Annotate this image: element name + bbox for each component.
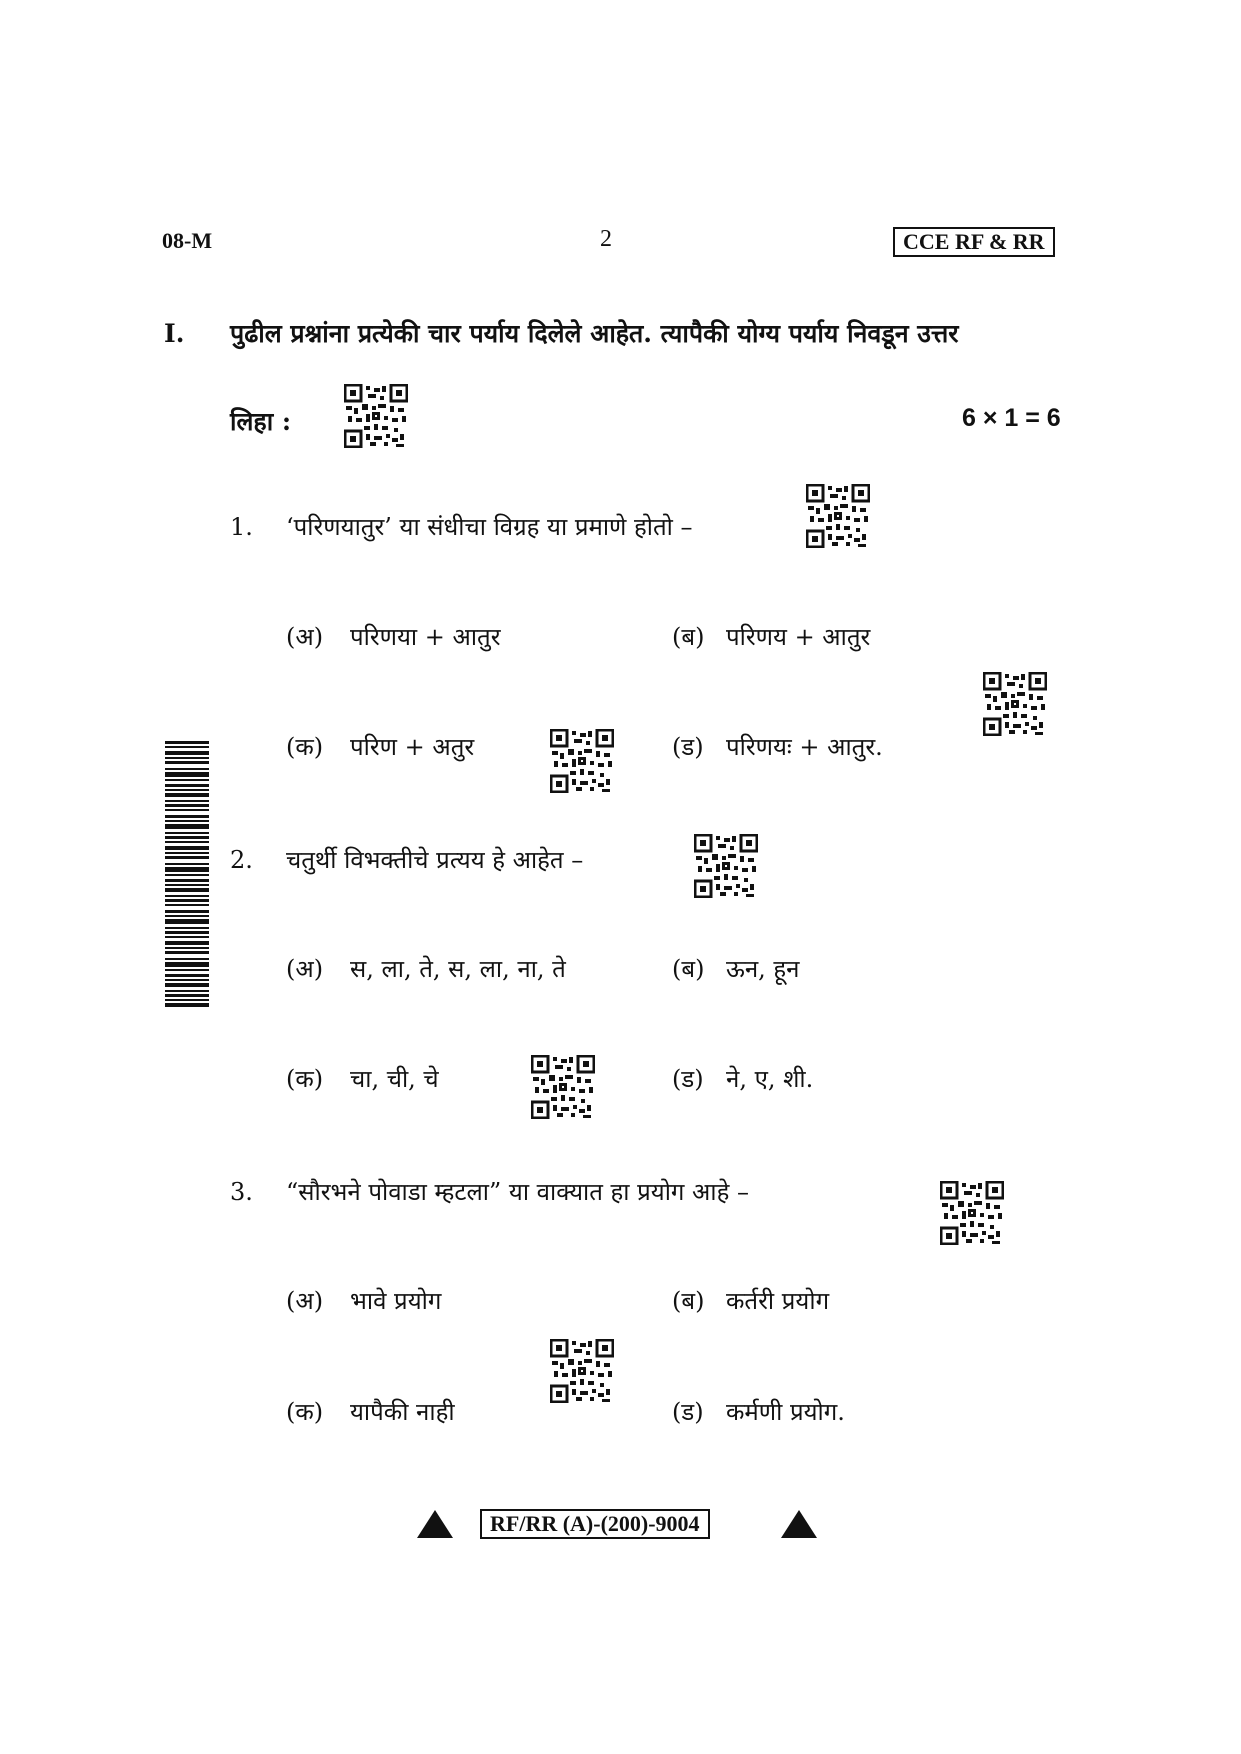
- option-text: परिण + अतुर: [350, 733, 475, 761]
- barcode-icon: [165, 741, 209, 1007]
- option-label: (ब): [672, 955, 705, 983]
- option-text: कर्मणी प्रयोग.: [726, 1398, 845, 1426]
- section-marks: 6 × 1 = 6: [962, 404, 1061, 432]
- option-text: भावे प्रयोग: [350, 1287, 442, 1315]
- option-text: परिणयः + आतुर.: [726, 733, 883, 761]
- qr-code-icon: [694, 834, 758, 898]
- question-number: 2.: [230, 846, 253, 874]
- option-text: कर्तरी प्रयोग: [726, 1287, 830, 1315]
- option-text: चा, ची, चे: [350, 1065, 439, 1093]
- option-label: (क): [286, 733, 324, 761]
- page-number: 2: [600, 226, 612, 252]
- option-label: (अ): [286, 1287, 324, 1315]
- option-text: ऊन, हून: [726, 955, 800, 983]
- qr-code-icon: [531, 1055, 595, 1119]
- section-number: I.: [164, 319, 185, 348]
- exam-code-box: CCE RF & RR: [893, 227, 1055, 257]
- option-text: परिणया + आतुर: [350, 623, 501, 651]
- option-text: परिणय + आतुर: [726, 623, 871, 651]
- option-label: (ड): [672, 1398, 704, 1426]
- option-text: यापैकी नाही: [350, 1398, 455, 1426]
- option-label: (अ): [286, 955, 324, 983]
- triangle-icon: [417, 1510, 453, 1538]
- option-text: स, ला, ते, स, ला, ना, ते: [350, 955, 566, 983]
- qr-code-icon: [550, 729, 614, 793]
- option-label: (ड): [672, 733, 704, 761]
- question-number: 3.: [230, 1178, 253, 1206]
- qr-code-icon: [806, 484, 870, 548]
- option-label: (क): [286, 1065, 324, 1093]
- option-label: (ब): [672, 623, 705, 651]
- question-number: 1.: [230, 513, 253, 541]
- section-instruction: पुढील प्रश्नांना प्रत्येकी चार पर्याय दिलेले आहेत. त्यापैकी योग्य पर्याय निवडून उत्तर: [230, 319, 959, 348]
- question-text: चतुर्थी विभक्तीचे प्रत्यय हे आहेत –: [286, 846, 584, 874]
- section-instruction-cont: लिहा :: [230, 407, 292, 436]
- qr-code-icon: [550, 1339, 614, 1403]
- qr-code-icon: [983, 672, 1047, 736]
- qr-code-icon: [940, 1181, 1004, 1245]
- option-text: ने, ए, शी.: [726, 1065, 814, 1093]
- option-label: (ड): [672, 1065, 704, 1093]
- option-label: (क): [286, 1398, 324, 1426]
- qr-code-icon: [344, 384, 408, 448]
- footer-code-box: RF/RR (A)-(200)-9004: [480, 1509, 710, 1539]
- option-label: (ब): [672, 1287, 705, 1315]
- triangle-icon: [781, 1510, 817, 1538]
- question-text: ‘परिणयातुर’ या संधीचा विग्रह या प्रमाणे होतो –: [286, 513, 693, 541]
- option-label: (अ): [286, 623, 324, 651]
- paper-code: 08-M: [162, 228, 213, 253]
- question-text: “सौरभने पोवाडा म्हटला” या वाक्यात हा प्रयोग आहे –: [286, 1178, 749, 1206]
